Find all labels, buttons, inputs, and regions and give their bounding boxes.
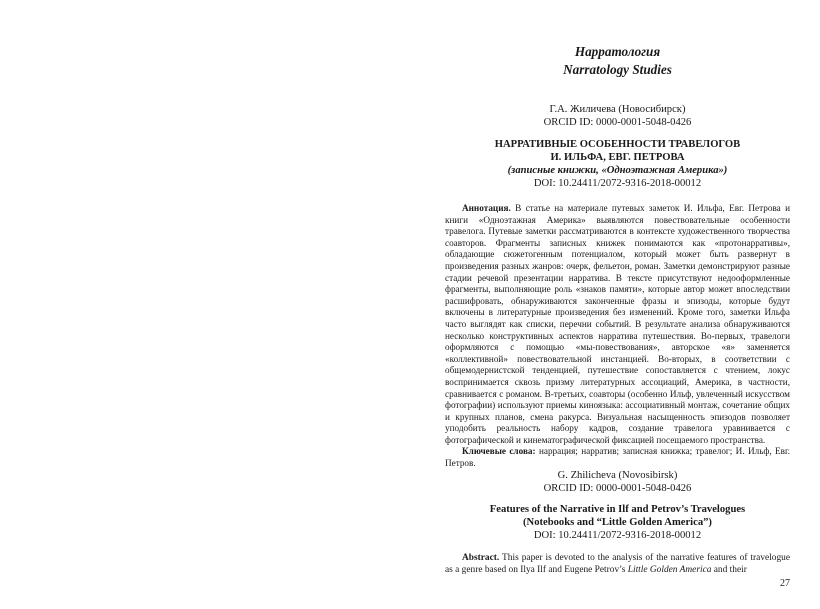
abstract-text-ru: В статье на материале путевых заметок И. Ильфа, Евг. Петрова и книги «Одноэтажная Америка» выявляются повествовательные особенности травелога. Путевые заметки рассматриваются в контексте художественного творчества соавторов. Фрагменты записных книжек понимаются как «протонарративы», обладающие сюжетогенным потенциалом, который может быть развернут в произведения разных жанров: очерк, фельетон, роман. Заметки демонстрируют разные стадии речевой презентации нарратива. В тексте присутствуют недооформленные фрагменты, выполняющие роль «знаков памяти», которые автор может впоследствии расшифровать, обнаруживаются законченные фразы и эпизоды, которые будут включены в литературные произведения без изменений. Кроме того, заметки Ильфа часто выглядят как списки, перечни событий. В результате анализа обнаруживаются несколько конструктивных аспектов нарратива путешествия. Во-первых, травелоги оформляются с помощью «мы-повествования», авторское «я» заменяется «коллективной» повествовательной инстанцией. Во-вторых, в соответствии с общемодернистской тенденцией, путешествие сопоставляется с чтением, локус воспринимается сквозь призму литературных ассоциаций, Америка, в частности, сравнивается с романом. В-третьих, соавторы (особенно Ильф, увлеченный искусством фотографии) используют приемы киноязыка: ассоциативный монтаж, сочетание общих и крупных планов, смена ракурса. Визуальная насыщенность эпизодов позволяет уподобить реальность набору кадров, создание травелога уравнивается с фотографической и кинематографической фиксацией посещаемого пространства. — [445, 203, 790, 445]
page-number: 27 — [780, 578, 790, 589]
abstract-ru — [445, 203, 790, 470]
doi-ru: DOI: 10.24411/2072-9316-2018-00012 — [533, 178, 702, 189]
article-title-en-line1: Features of the Narrative in Ilf and Petrov’s Travelogues — [489, 504, 746, 515]
article-subtitle-ru: (записные книжки, «Одноэтажная Америка») — [507, 165, 728, 176]
orcid-en: ORCID ID: 0000-0001-5048-0426 — [543, 483, 692, 494]
author-ru: Г.А. Жиличева (Новосибирск) — [549, 104, 686, 115]
section-title-ru: Нарратология — [574, 44, 661, 59]
keywords-label-ru: Ключевые слова: — [462, 446, 536, 457]
article-title-ru-line1: НАРРАТИВНЫЕ ОСОБЕННОСТИ ТРАВЕЛОГОВ — [494, 139, 741, 150]
article-title-en-line2: (Notebooks and “Little Golden America”) — [523, 517, 712, 528]
keywords-text-ru: наррация; нарратив; записная книжка; травелог; И. Ильф, Евг. Петров. — [445, 446, 791, 469]
abstract-en — [445, 553, 790, 577]
orcid-ru: ORCID ID: 0000-0001-5048-0426 — [543, 117, 692, 128]
abstract-label-ru: Аннотация. — [462, 203, 511, 213]
abstract-book-title-en: Little Golden America — [627, 564, 712, 575]
article-title-ru-line2: И. ИЛЬФА, ЕВГ. ПЕТРОВА — [550, 152, 685, 163]
author-en: G. Zhilicheva (Novosibirsk) — [557, 470, 678, 481]
section-title-en: Narratology Studies — [563, 62, 672, 77]
abstract-text-en-1: This paper is devoted to the analysis of the narrative features of travelogue as a genre based on Ilya Ilf and Eugene Petrov’s — [445, 553, 790, 575]
journal-page — [445, 0, 790, 609]
doi-en: DOI: 10.24411/2072-9316-2018-00012 — [533, 530, 702, 541]
abstract-label-en: Abstract. — [462, 553, 500, 563]
abstract-text-en-2: and their — [711, 564, 747, 575]
